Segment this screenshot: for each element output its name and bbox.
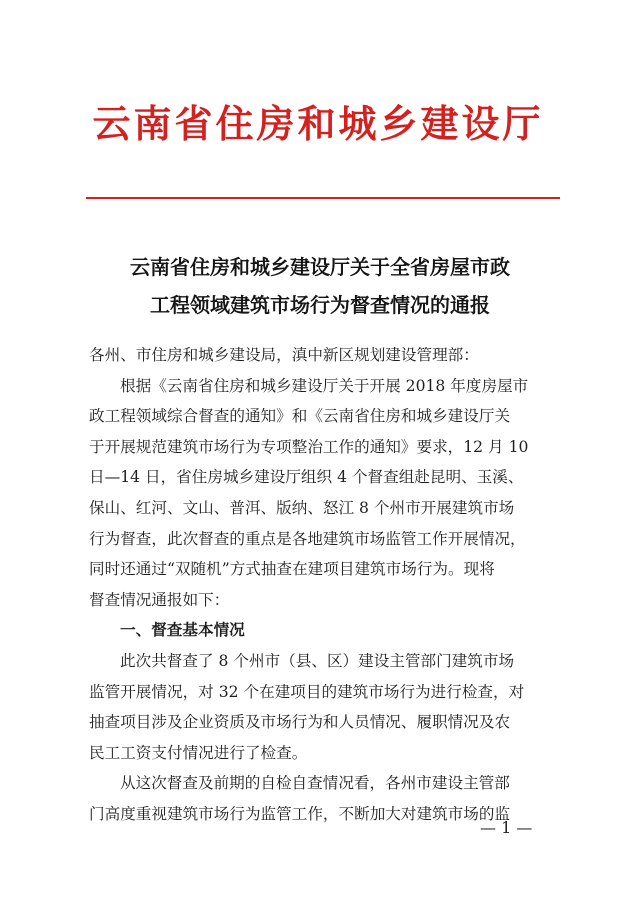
paragraph-line: 抽查项目涉及企业资质及市场行为和人员情况、履职情况及农 (89, 713, 511, 732)
document-body (89, 340, 559, 830)
document-title-line: 云南省住房和城乡建设厅关于全省房屋市政 (130, 255, 510, 279)
paragraph-line: 于开展规范建筑市场行为专项整治工作的通知》要求，12 月 10 (89, 437, 529, 456)
paragraph-line: 此次共督查了 8 个州市（县、区）建设主管部门建筑市场 (120, 651, 515, 670)
document-title-line: 工程领域建筑市场行为督查情况的通报 (150, 293, 490, 317)
paragraph-line: 民工工资支付情况进行了检查。 (89, 743, 308, 762)
header-divider-line (86, 197, 560, 199)
section-heading: 一、督查基本情况 (120, 621, 245, 640)
paragraph-line: 督查情况通报如下： (89, 590, 230, 609)
paragraph-line: 行为督查，此次督查的重点是各地建筑市场监管工作开展情况， (89, 529, 526, 548)
paragraph-line: 门高度重视建筑市场行为监管工作，不断加大对建筑市场的监 (89, 804, 511, 823)
paragraph-line: 监管开展情况，对 32 个在建项目的建筑市场行为进行检查，对 (89, 682, 525, 701)
salutation: 各州、市住房和城乡建设局，滇中新区规划建设管理部： (89, 346, 479, 364)
paragraph-line: 日—14 日，省住房城乡建设厅组织 4 个督查组赴昆明、玉溪、 (89, 468, 524, 487)
page-number: — 1 — (480, 818, 533, 837)
document-title (70, 248, 570, 324)
header-org-title: 云南省住房和城乡建设厅 (92, 102, 544, 146)
paragraph-line: 政工程领域综合督查的通知》和《云南省住房和城乡建设厅关 (89, 407, 511, 426)
paragraph-line: 根据《云南省住房和城乡建设厅关于开展 2018 年度房屋市 (120, 376, 529, 395)
paragraph-line: 同时还通过“双随机”方式抽查在建项目建筑市场行为。现将 (89, 560, 495, 579)
paragraph-line: 保山、红河、文山、普洱、版纳、怒江 8 个州市开展建筑市场 (89, 498, 515, 517)
paragraph-line: 从这次督查及前期的自检自查情况看，各州市建设主管部 (120, 774, 510, 793)
